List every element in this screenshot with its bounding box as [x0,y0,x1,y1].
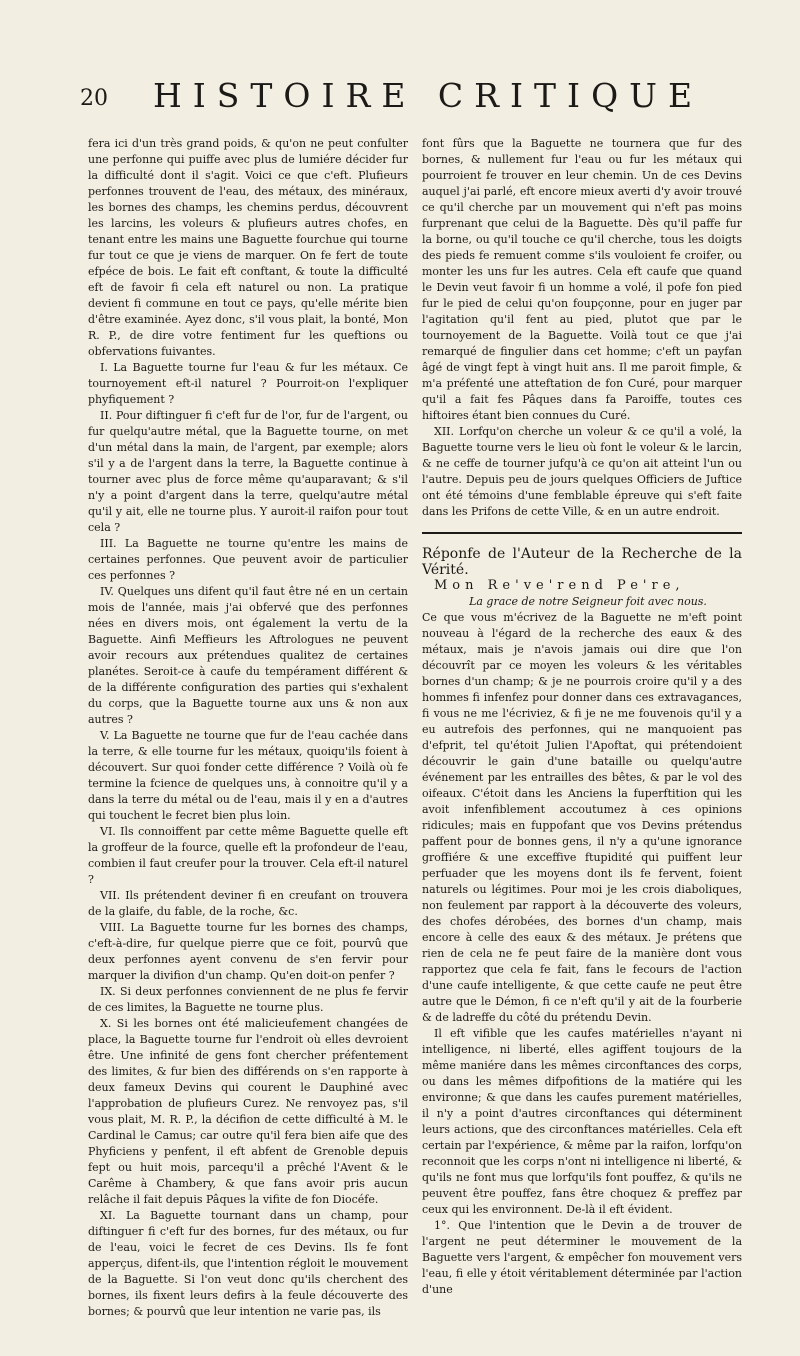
question-10: X. Si les bornes ont été malicieufement changées de place, la Baguette tourne fur l'endroit où elles devroient être. Une infinité de gens font chercher préfentement des limites, & fur bien des différends on s'en rapporte à deux fameux Devins qui courent le Dauphiné avec l'approbation de plufieurs Curez. Ne renvoyez pas, s'il vous plait, M. R. P., la décifion de cette difficulté à M. le Cardinal le Camus; car outre qu'il fera bien aife que des Phyficiens y penfent, il eft abfent de Grenoble depuis fept ou huit mois, parcequ'il a prêché l'Avent & le Carême à Chambery, & que fans avoir pris aucun relâche il fait depuis Pâques la vifite de fon Diocéfe. [88,1017,408,1206]
right-column [422,136,742,1298]
response-paragraph-3: 1°. Que l'intention que le Devin a de trouver de l'argent ne peut déterminer le mouvement de la Baguette vers l'argent, & empêcher fon mouvement vers l'eau, fi elle y étoit véritablement déterminée par l'action d'une [422,1219,742,1296]
question-9: IX. Si deux perfonnes conviennent de ne plus fe fervir de ces limites, la Baguette ne tourne plus. [88,985,408,1014]
left-column [88,136,408,1320]
question-5: V. La Baguette ne tourne que fur de l'eau cachée dans la terre, & elle tourne fur les métaux, quoiqu'ils foient à découvert. Sur quoi fonder cette différence ? Voilà où fe termine la fcience de quelques uns, à connoitre qu'il y a dans la terre du métal ou de l'eau, mais il y en a d'autres qui touchent le fecret bien plus loin. [88,729,408,822]
section-divider [422,532,742,534]
question-3: III. La Baguette ne tourne qu'entre les mains de certaines perfonnes. Que peuvent avoir de particulier ces perfonnes ? [88,537,408,582]
intro-paragraph: fera ici d'un très grand poids, & qu'on ne peut confulter une perfonne qui puiffe avec plus de lumiére décider fur la difficulté dont il s'agit. Voici ce que c'eft. Plufieurs perfonnes trouvent de l'eau, des métaux, des minéraux, les bornes des champs, les chemins perdus, découvrent les larcins, les voleurs & plufieurs autres chofes, en tenant entre les mains une Baguette fourchue qui tourne fur tout ce que je viens de marquer. On fe fert de toute efpéce de bois. Le fait eft conftant, & toute la difficulté eft de favoir fi cela eft naturel ou non. La pratique devient fi commune en tout ce pays, qu'elle mérite bien d'être examinée. Ayez donc, s'il vous plait, la bonté, Mon R. P., de dire votre fentiment fur les queftions ou obfervations fuivantes. [88,137,408,358]
response-paragraph-2: Il eft vifible que les caufes matérielles n'ayant ni intelligence, ni liberté, elles agiffent toujours de la même maniére dans les mêmes circonftances des corps, ou dans les mêmes difpofitions de la matiére qui les environne; & que dans les caufes purement matérielles, il n'y a point d'autres circonftances qui déterminent leurs actions, que des circonftances matérielles. Cela eft certain par l'expérience, & même par la raifon, lorfqu'on reconnoit que les corps n'ont ni intelligence ni liberté, & qu'ils ne font mus que lorfqu'ils font pouffez, & qu'ils ne peuvent être pouffez, fans être choquez & preffez par ceux qui les environnent. De-là il eft évident. [422,1027,742,1216]
running-title: HISTOIRE CRITIQUE [152,76,704,115]
blessing-line: La grace de notre Seigneur foit avec nous. [469,595,707,608]
question-6: VI. Ils connoiffent par cette même Baguette quelle eft la groffeur de la fource, quelle eft la profondeur de l'eau, combien il faut creufer pour la trouver. Cela eft-il naturel ? [88,825,408,886]
salutation: Mon Re've'rend Pe're, [434,578,685,593]
response-title: Réponfe de l'Auteur de la Recherche de la Vérité. [422,546,742,578]
question-2: II. Pour diftinguer fi c'eft fur de l'or, fur de l'argent, ou fur quelqu'autre métal, que la Baguette tourne, on met d'un métal dans la main, de l'argent, par exemple; alors s'il y a de l'argent dans la terre, la Baguette continue à tourner avec plus de force même qu'auparavant; & s'il n'y a point d'argent dans la terre, quelqu'autre métal qu'il y ait, elle ne tourne plus. Y auroit-il raifon pour tout cela ? [88,409,408,534]
response-paragraph-1: Ce que vous m'écrivez de la Baguette ne m'eft point nouveau à l'égard de la recherche des eaux & des métaux, mais je n'avois jamais oui dire que l'on découvrît par ce moyen les voleurs & les véritables bornes d'un champ; & je ne pourrois croire qu'il y a des hommes fi infenfez pour donner dans ces extravagances, fi vous ne me l'écriviez, & fi je ne me fouvenois qu'il y a eu autrefois des perfonnes, qui ne manquoient pas d'efprit, tel qu'étoit Julien l'Apoftat, qui prétendoient découvrir le gain d'une bataille ou quelqu'autre événement par les entrailles des bêtes, & par le vol des oifeaux. C'étoit dans les Anciens la fuperftition qui les avoit infenfiblement accoutumez à ces opinions ridicules; mais en fuppofant que vos Devins prétendus paffent pour de bonnes gens, il n'y a qu'une ignorance groffiére & une exceffive ftupidité qui puiffent leur perfuader que les moyens dont ils fe fervent, foient naturels ou légitimes. Pour moi je les crois diaboliques, non feulement par rapport à la découverte des voleurs, des chofes dérobées, des bornes d'un champ, mais encore à celle des eaux & des métaux. Je prétens que rien de cela ne fe peut faire de la manière dont vous rapportez que cela fe fait, fans le fecours de l'action d'une caufe intelligente, & que cette caufe ne peut être autre que le Démon, fi ce n'eft qu'il y ait de la fourberie & de ladreffe du côté du prétendu Devin. [422,611,742,1024]
question-8: VIII. La Baguette tourne fur les bornes des champs, c'eft-à-dire, fur quelque pierre que ce foit, pourvû que deux perfonnes ayent convenu de s'en fervir pour marquer la divifion d'un champ. Qu'en doit-on penfer ? [88,921,408,982]
question-1: I. La Baguette tourne fur l'eau & fur les métaux. Ce tournoyement eft-il naturel ? Pourroit-on l'expliquer phyfiquement ? [88,361,408,406]
page-number: 20 [80,86,108,111]
question-12: XII. Lorfqu'on cherche un voleur & ce qu'il a volé, la Baguette tourne vers le lieu où font le voleur & le larcin, & ne ceffe de tourner jufqu'à ce qu'on ait atteint l'un ou l'autre. Depuis peu de jours quelques Officiers de Juftice ont été témoins d'une femblable épreuve qui s'eft faite dans les Prifons de cette Ville, & en un autre endroit. [422,425,742,518]
question-7: VII. Ils prétendent deviner fi en creufant on trouvera de la glaife, du fable, de la roche, &c. [88,889,408,918]
question-4: IV. Quelques uns difent qu'il faut être né en un certain mois de l'année, mais j'ai obfervé que des perfonnes nées en divers mois, ont également la vertu de la Baguette. Ainfi Meffieurs les Aftrologues ne peuvent avoir recours aux prétendues qualitez de certaines planétes. Seroit-ce à caufe du tempérament différent & de la différente configuration des parties qui s'exhalent du corps, que la Baguette tourne aux uns & non aux autres ? [88,585,408,726]
question-11: XI. La Baguette tournant dans un champ, pour diftinguer fi c'eft fur des bornes, fur des métaux, ou fur de l'eau, voici le fecret de ces Devins. Ils fe font apperçus, difent-ils, que l'intention régloit le mouvement de la Baguette. Si l'on veut donc qu'ils cherchent des bornes, ils fixent leurs defirs à la feule découverte des bornes; & pourvû que leur intention ne varie pas, ils [88,1209,408,1318]
continued-paragraph: font fûrs que la Baguette ne tournera que fur des bornes, & nullement fur l'eau ou fur les métaux qui pourroient fe trouver en leur chemin. Un de ces Devins auquel j'ai parlé, eft encore mieux averti d'y avoir trouvé ce qu'il cherche par un mouvement qui n'eft pas moins furprenant que celui de la Baguette. Dès qu'il paffe fur la borne, ou qu'il touche ce qu'il cherche, tous les doigts des pieds fe remuent comme s'ils vouloient fe croifer, ou monter les uns fur les autres. Cela eft caufe que quand le Devin veut favoir fi un homme a volé, il pofe fon pied fur le pied de celui qu'on foupçonne, pour en juger par l'agitation qu'il fent au pied, plutot que par le tournoyement de la Baguette. Voilà tout ce que j'ai remarqué de fingulier dans cet homme; c'eft un payfan âgé de vingt fept à vingt huit ans. Il me paroit fimple, & m'a préfenté une atteftation de fon Curé, pour marquer qu'il a fait fes Pâques dans fa Paroiffe, toutes ces hiftoires étant bien connues du Curé. [422,137,742,422]
page-header [0,74,800,124]
